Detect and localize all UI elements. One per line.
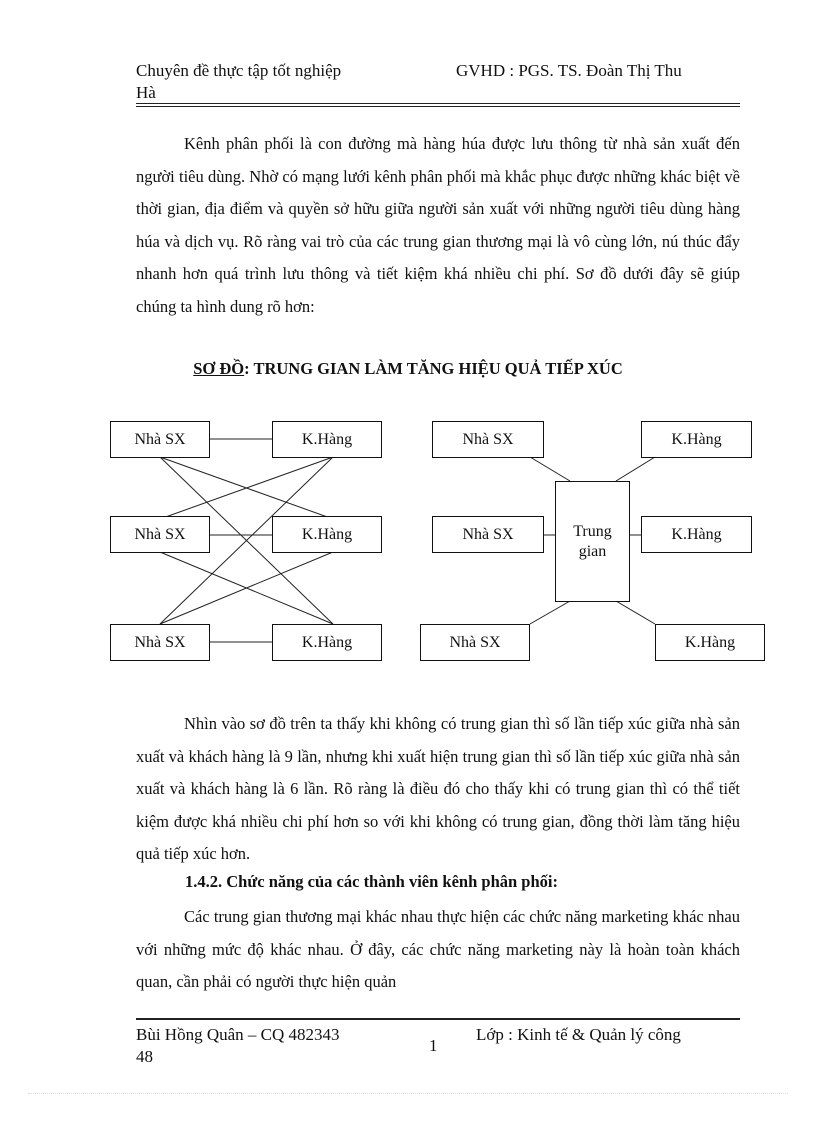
header-left: Chuyên đề thực tập tốt nghiệp (136, 61, 342, 80)
section-heading: 1.4.2. Chức năng của các thành viên kênh phân phối: (185, 872, 558, 891)
paragraph-3-text: Các trung gian thương mại khác nhau thực hiện các chức năng marketing khác nhau với những mức độ khác nhau. Ở đây, các chức năng marketing này là hoàn toàn khách quan, cần phải có người thực hiện quản (136, 907, 740, 991)
producer-box-left-1: Nhà SX (110, 421, 210, 458)
header-right: GVHD : PGS. TS. Đoàn Thị Thu (456, 61, 682, 80)
customer-box-right-1: K.Hàng (641, 421, 752, 458)
footer-left: Bùi Hồng Quân – CQ 482343 (136, 1025, 340, 1044)
paragraph-3 (136, 901, 740, 999)
edge-rp1-mid (530, 457, 570, 481)
footer-right: Lớp : Kinh tế & Quản lý công (476, 1025, 681, 1044)
producer-box-right-2: Nhà SX (432, 516, 544, 553)
edge-mid-rc1 (616, 457, 655, 481)
customer-box-left-3: K.Hàng (272, 624, 382, 661)
edge-rp3-mid (530, 601, 570, 624)
diagram-title-rest: : TRUNG GIAN LÀM TĂNG HIỆU QUẢ TIẾP XÚC (244, 359, 623, 378)
customer-box-right-2: K.Hàng (641, 516, 752, 553)
producer-box-left-3: Nhà SX (110, 624, 210, 661)
diagram-title-prefix: SƠ ĐỒ (193, 359, 245, 378)
edge-mid-rc3 (616, 601, 655, 624)
page-edge-divider (28, 1093, 788, 1094)
paragraph-2 (136, 708, 740, 871)
intermediary-line-1: Trung (573, 522, 612, 540)
intermediary-box (555, 481, 630, 602)
page-number: 1 (429, 1036, 438, 1055)
footer-left-cont: 48 (136, 1047, 153, 1066)
producer-box-right-1: Nhà SX (432, 421, 544, 458)
intermediary-line-2: gian (578, 542, 607, 560)
customer-box-left-2: K.Hàng (272, 516, 382, 553)
customer-box-left-1: K.Hàng (272, 421, 382, 458)
paragraph-2-text: Nhìn vào sơ đồ trên ta thấy khi không có trung gian thì số lần tiếp xúc giữa nhà sản xuất và khách hàng là 9 lần, nhưng khi xuất hiện trung gian thì số lần tiếp xúc giữa nhà sản xuất và khách hàng là 6 lần. Rõ ràng là điều đó cho thấy khi có trung gian thì có thể tiết kiệm được khá nhiều chi phí hơn so với khi không có trung gian, đồng thời làm tăng hiệu quả tiếp xúc hơn. (136, 714, 740, 863)
footer-rule (136, 1018, 740, 1020)
paragraph-1-text: Kênh phân phối là con đường mà hàng húa được lưu thông từ nhà sản xuất đến người tiêu dùng. Nhờ có mạng lưới kênh phân phối mà khắc phục được những khác biệt về thời gian, địa điểm và quyền sở hữu giữa người sản xuất với những người tiêu dùng hàng húa và dịch vụ. Rõ ràng vai trò của các trung gian thương mại là vô cùng lớn, nú thúc đẩy nhanh hơn quá trình lưu thông và tiết kiệm khá nhiều chi phí. Sơ đồ dưới đây sẽ giúp chúng ta hình dung rõ hơn: (136, 134, 740, 316)
producer-box-right-3: Nhà SX (420, 624, 530, 661)
producer-box-left-2: Nhà SX (110, 516, 210, 553)
customer-box-right-3: K.Hàng (655, 624, 765, 661)
header-left-cont: Hà (136, 83, 156, 102)
